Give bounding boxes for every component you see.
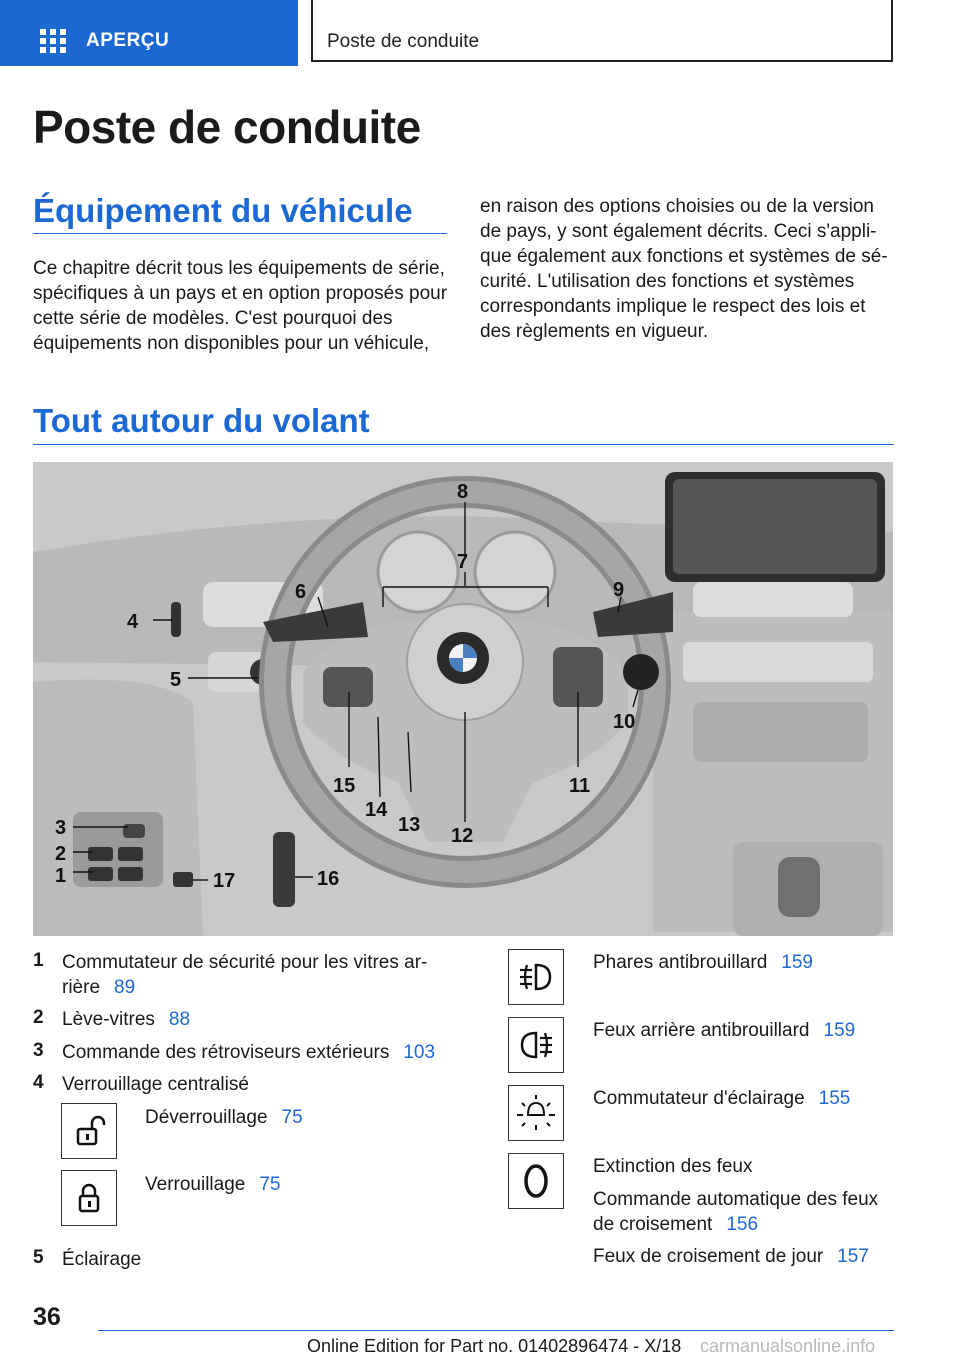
lock-icon-box	[61, 1170, 117, 1226]
legend-item-text: Commutateur d'éclairage	[593, 1088, 805, 1109]
legend-item-text: Commande des rétroviseurs extérieurs	[62, 1042, 390, 1063]
lock-icon	[71, 1180, 107, 1216]
section-heading-equipment: Équipement du véhicule	[33, 192, 413, 229]
intro-paragraph-left: Ce chapitre décrit tous les équipements de série, spécifiques à un pays et en option proposés pour cette série de modèles. C'est pourquoi des équipements non disponibles pour un véhicule,	[33, 258, 448, 354]
rear-fog-light-icon	[516, 1027, 556, 1063]
front-fog-light-icon	[516, 959, 556, 995]
page-ref-link[interactable]: 103	[403, 1042, 436, 1063]
section-rule	[33, 233, 447, 234]
legend-item-text: Feux arrière antibrouillard	[593, 1020, 810, 1041]
legend-number: 2	[33, 1007, 44, 1028]
callout-7: 7	[457, 551, 469, 573]
chapter-tab-label: Poste de conduite	[327, 31, 480, 52]
page-number: 36	[33, 1303, 61, 1331]
unlock-icon-box	[61, 1103, 117, 1159]
legend-item	[62, 1247, 442, 1272]
legend-item-text: Extinction des feux	[593, 1156, 753, 1177]
legend-number: 1	[33, 950, 44, 971]
page-ref-link[interactable]: 155	[818, 1088, 851, 1109]
callout-13: 13	[398, 814, 421, 836]
legend-item	[593, 1086, 893, 1111]
page-ref-link[interactable]: 157	[837, 1246, 869, 1267]
legend-item	[593, 1154, 893, 1179]
legend-item-text: Déverrouillage	[145, 1107, 268, 1128]
legend-item-text: Éclairage	[62, 1249, 142, 1270]
legend-item-text: Commande automatique des feux de croisement	[593, 1189, 879, 1235]
page-ref-link[interactable]: 75	[281, 1107, 303, 1128]
cockpit-drawing	[33, 462, 893, 936]
legend-item-text: Commutateur de sécurité pour les vitres arrière	[62, 952, 428, 998]
legend-item-text: Phares antibrouillard	[593, 952, 768, 973]
legend-item	[62, 950, 442, 1000]
page-title: Poste de conduite	[33, 101, 421, 153]
callout-2: 2	[55, 843, 67, 865]
legend-item	[62, 1007, 442, 1032]
callout-15: 15	[333, 775, 356, 797]
callout-6: 6	[295, 581, 307, 603]
lights-off-icon	[521, 1162, 551, 1200]
lights-off-icon-box	[508, 1153, 564, 1209]
page-ref-link[interactable]: 159	[781, 952, 813, 973]
legend-number: 4	[33, 1072, 44, 1093]
legend-item	[593, 1187, 893, 1237]
legend-item	[145, 1105, 445, 1130]
page-ref-link[interactable]: 156	[726, 1214, 759, 1235]
rear-fog-icon-box	[508, 1017, 564, 1073]
callout-12: 12	[451, 825, 474, 847]
page-ref-link[interactable]: 88	[168, 1009, 191, 1030]
section-rule	[33, 444, 894, 445]
callout-1: 1	[55, 865, 67, 887]
legend-item	[593, 1244, 893, 1269]
light-switch-icon	[514, 1093, 558, 1133]
callout-5: 5	[170, 669, 182, 691]
page-ref-link[interactable]: 89	[114, 977, 136, 998]
legend-item	[145, 1172, 445, 1197]
callout-10: 10	[613, 711, 636, 733]
legend-item-text: Verrouillage	[145, 1174, 246, 1195]
top-bar	[0, 0, 960, 66]
legend-item	[62, 1040, 452, 1065]
callout-8: 8	[457, 481, 469, 503]
footer-edition: Online Edition for Part no. 01402896474 - X/18	[307, 1336, 682, 1356]
unlock-icon	[71, 1113, 107, 1149]
front-fog-icon-box	[508, 949, 564, 1005]
page-ref-link[interactable]: 159	[823, 1020, 856, 1041]
intro-paragraph-right: en raison des options choisies ou de la version de pays, y sont également décrits. Ceci s'applique également aux fonctions et systèmes de sécurité. L'utilisation des fonctions et systèmes correspondants implique le respect des lois et des règlements en vigueur.	[480, 196, 888, 342]
cockpit-illustration	[33, 462, 893, 936]
section-heading-steering: Tout autour du volant	[33, 402, 370, 439]
legend-item	[593, 1018, 893, 1043]
legend-item	[62, 1072, 442, 1097]
overview-tab[interactable]	[0, 0, 298, 66]
legend-number: 5	[33, 1247, 44, 1268]
chapter-tab[interactable]	[311, 0, 893, 62]
watermark: carmanualsonline.info	[700, 1336, 876, 1356]
legend-number: 3	[33, 1040, 44, 1061]
footer-rule	[98, 1330, 894, 1331]
legend-item-text: Verrouillage centralisé	[62, 1074, 249, 1095]
callout-9: 9	[613, 579, 625, 601]
callout-3: 3	[55, 817, 67, 839]
callout-17: 17	[213, 870, 236, 892]
light-switch-icon-box	[508, 1085, 564, 1141]
page-ref-link[interactable]: 75	[259, 1174, 281, 1195]
legend-item	[593, 950, 893, 975]
grid-menu-icon	[40, 29, 66, 53]
legend-item-text: Lève-vitres	[62, 1009, 155, 1030]
callout-11: 11	[569, 775, 591, 797]
callout-14: 14	[365, 799, 388, 821]
overview-tab-label: APERÇU	[86, 30, 170, 51]
legend-item-text: Feux de croisement de jour	[593, 1246, 824, 1267]
callout-4: 4	[127, 611, 139, 633]
callout-16: 16	[317, 868, 340, 890]
